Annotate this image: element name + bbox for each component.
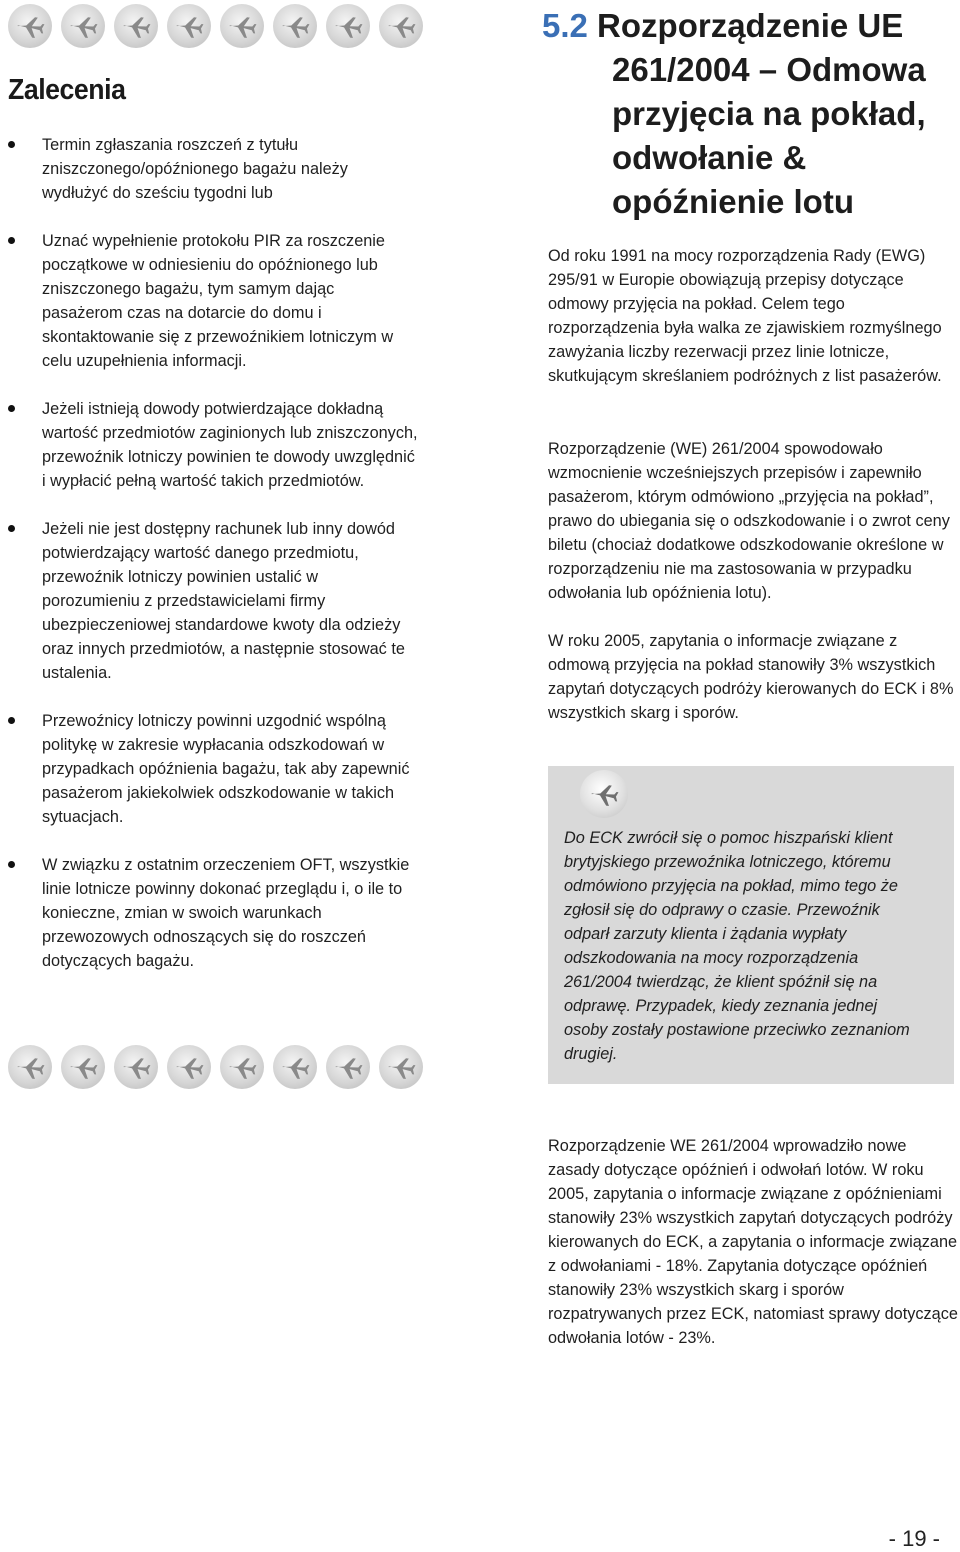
list-item: Przewoźnicy lotniczy powinni uzgodnić wspólną politykę w zakresie wypłacania odszkodowań w przypadkach opóźnienia bagażu, tak aby zapewnić pasażerom jakiekolwiek odszkodowanie w takich sytuacjach. — [8, 709, 418, 829]
decorative-plane-row-top — [8, 4, 423, 48]
section-title — [542, 4, 952, 224]
airplane-icon — [8, 4, 52, 48]
airplane-icon — [580, 770, 628, 818]
airplane-icon — [167, 1045, 211, 1089]
paragraph-delays: Rozporządzenie WE 261/2004 wprowadziło nowe zasady dotyczące opóźnień i odwołań lotów. W roku 2005, zapytania o informacje związane z opóźnieniami stanowiły 23% wszystkich zapytań dotyczących podróży kierowanych do ECK, a zapytania o informacje związane z odwołaniami - 18%. Zapytania dotyczące opóźnień stanowiły 23% wszystkich skarg i sporów rozpatrywanych przez ECK, natomiast sprawy dotyczące odwołania lotów - 23%. — [548, 1137, 958, 1347]
list-item: Uznać wypełnienie protokołu PIR za roszczenie początkowe w odniesieniu do opóźnionego lub zniszczonego bagażu, tym samym dając pasażerom czas na dotarcie do domu i skontaktowanie się z przewoźnikiem lotniczym w celu uzupełnienia informacji. — [8, 229, 418, 373]
list-item: Termin zgłaszania roszczeń z tytułu zniszczonego/opóźnionego bagażu należy wydłużyć do sześciu tygodni lub — [8, 133, 418, 205]
section-number: 5.2 — [542, 7, 588, 44]
list-item: Jeżeli nie jest dostępny rachunek lub inny dowód potwierdzający wartość danego przedmiotu, przewoźnik lotniczy powinien ustalić w porozumieniu z przedstawicielami firmy ubezpieczeniowej standardowe kwoty dla odzieży oraz innych przedmiotów, a następnie stosować te ustalenia. — [8, 517, 418, 685]
airplane-icon — [61, 4, 105, 48]
recommendations-column — [8, 74, 418, 997]
airplane-icon — [326, 4, 370, 48]
airplane-icon — [61, 1045, 105, 1089]
section-title-rest: 261/2004 – Odmowa przyjęcia na pokład, odwołanie & opóźnienie lotu — [612, 51, 926, 220]
airplane-icon — [114, 4, 158, 48]
paragraph-regulation: Rozporządzenie (WE) 261/2004 spowodowało wzmocnienie wcześniejszych przepisów i zapewniło pasażerom, którym odmówiono „przyjęcia na pokład”, prawo do ubiegania się o odszkodowanie i o zwrot ceny biletu (chociaż dodatkowe odszkodowanie określone w rozporządzeniu nie ma zastosowania w przypadku odwołania lub opóźnienia lotu). — [548, 440, 950, 602]
recommendations-list — [8, 133, 418, 973]
airplane-icon — [220, 4, 264, 48]
paragraph-history: Od roku 1991 na mocy rozporządzenia Rady (EWG) 295/91 w Europie obowiązują przepisy dotyczące odmowy przyjęcia na pokład. Celem tego rozporządzenia była walka ze zjawiskiem rozmyślnego zawyżania liczby rezerwacji przez linie lotnicze, skutkującym skreślaniem podróżnych z list pasażerów. — [548, 247, 942, 385]
recommendations-title: Zalecenia — [8, 74, 126, 106]
airplane-icon — [220, 1045, 264, 1089]
case-study-text: Do ECK zwrócił się o pomoc hiszpański klient brytyjskiego przewoźnika lotniczego, któremu odmówiono przyjęcia na pokład, mimo tego że zgłosił się do odprawy o czasie. Przewoźnik odparł zarzuty klienta i żądania wypłaty odszkodowania na mocy rozporządzenia 261/2004 twierdząc, że klient spóźnił się na odprawę. Przypadek, kiedy zeznania jednej osoby zostały postawione przeciwko zeznaniom drugiej. — [564, 829, 910, 1063]
airplane-icon — [167, 4, 211, 48]
case-study-box — [548, 766, 954, 1084]
airplane-icon — [273, 4, 317, 48]
airplane-icon — [379, 1045, 423, 1089]
list-item: W związku z ostatnim orzeczeniem OFT, wszystkie linie lotnicze powinny dokonać przeglądu i, o ile to konieczne, zmian w swoich warunkach przewozowych odnoszących się do roszczeń dotyczących bagażu. — [8, 853, 418, 973]
airplane-icon — [8, 1045, 52, 1089]
airplane-icon — [114, 1045, 158, 1089]
page-number: - 19 - — [888, 1526, 940, 1551]
airplane-icon — [379, 4, 423, 48]
paragraph-statistics: W roku 2005, zapytania o informacje związane z odmową przyjęcia na pokład stanowiły 3% wszystkich zapytań dotyczących podróży kierowanych do ECK i 8% wszystkich skarg i sporów. — [548, 632, 954, 722]
decorative-plane-row-bottom — [8, 1045, 423, 1089]
list-item: Jeżeli istnieją dowody potwierdzające dokładną wartość przedmiotów zaginionych lub zniszczonych, przewoźnik lotniczy powinien te dowody uwzględnić i wypłacić pełną wartość takich przedmiotów. — [8, 397, 418, 493]
airplane-icon — [326, 1045, 370, 1089]
airplane-icon — [273, 1045, 317, 1089]
section-title-first-line: Rozporządzenie UE — [597, 7, 904, 44]
